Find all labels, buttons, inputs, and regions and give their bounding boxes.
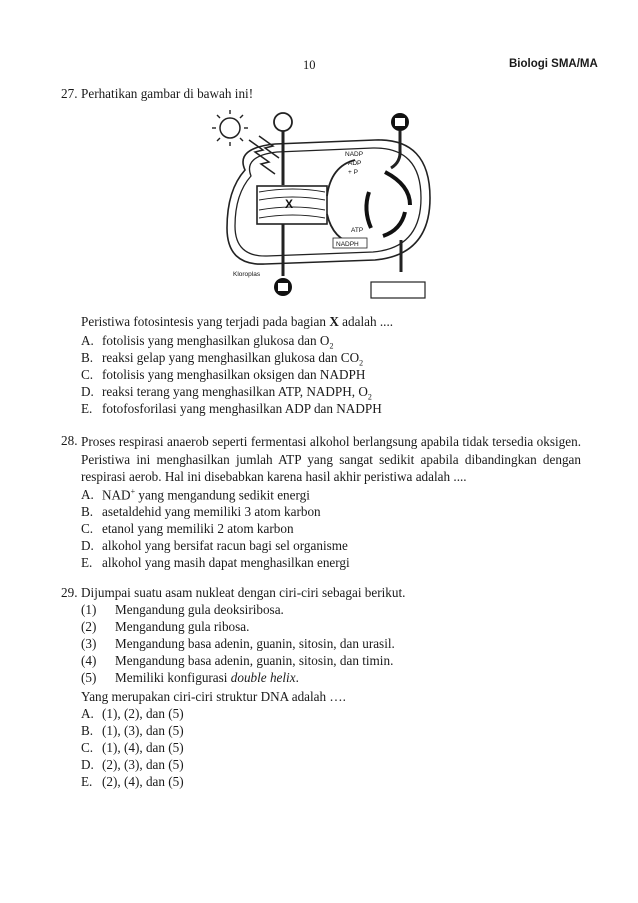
q28-option-a-letter: A.: [81, 487, 94, 502]
input-molecule-mark: [395, 118, 405, 126]
q29-item-5: [115, 670, 299, 686]
q29-option-a[interactable]: (1), (2), dan (5): [102, 706, 184, 721]
question-28-number: 28.: [61, 433, 78, 448]
q27-option-a-letter: A.: [81, 333, 94, 348]
q28-option-e[interactable]: alkohol yang masih dapat menghasilkan energi: [102, 555, 350, 570]
sun-icon: [212, 110, 248, 146]
input-molecule-circle: [274, 113, 292, 131]
question-27-number: 27.: [61, 86, 78, 101]
q27-option-d-letter: D.: [81, 384, 94, 399]
q28-option-c[interactable]: etanol yang memiliki 2 atom karbon: [102, 521, 294, 536]
q27-option-e[interactable]: [102, 401, 382, 417]
book-title: Biologi SMA/MA: [509, 58, 598, 70]
q28-option-a-text: yang mengandung sedikit energi: [135, 487, 310, 503]
q29-item-2-label: (2): [81, 619, 97, 634]
q27-option-b-text: reaksi gelap yang menghasilkan glukosa dan CO: [102, 350, 360, 365]
question-28-body: Proses respirasi anaerob seperti fermentasi alkohol berlangsung apabila tidak tersedia oksigen. Peristiwa ini menghasilkan jumlah ATP yang sangat sedikit apabila dibandingkan dengan respirasi aerob. Hal ini disebabkan karena hasil akhir peristiwa adalah ....: [81, 434, 581, 484]
calvin-cycle-arrow: [383, 212, 405, 236]
question-27-text-post: adalah ....: [338, 314, 394, 329]
nadph-label: NADPH: [336, 241, 359, 248]
q28-option-c-letter: C.: [81, 521, 94, 536]
question-27-text: [81, 314, 393, 330]
q28-option-d-letter: D.: [81, 538, 94, 553]
q27-option-d[interactable]: [102, 384, 372, 402]
q29-item-2: Mengandung gula ribosa.: [115, 619, 250, 634]
q29-option-a-letter: A.: [81, 706, 94, 721]
q27-option-d-text: reaksi terang yang menghasilkan ATP, NADPH, O: [102, 384, 368, 399]
input-arrow: [391, 131, 400, 168]
q27-option-c-letter: C.: [81, 367, 94, 382]
q28-option-b[interactable]: asetaldehid yang memiliki 3 atom karbon: [102, 504, 321, 519]
q29-option-c-letter: C.: [81, 740, 94, 755]
q28-option-a[interactable]: [102, 487, 310, 503]
question-27-text-bold: X: [329, 314, 339, 329]
q27-option-e-text: fotofosforilasi yang menghasilkan ADP dan NADPH: [102, 401, 382, 416]
q27-option-b-sub: 2: [359, 358, 364, 368]
nadp-label: NADP: [345, 151, 364, 158]
q27-option-b-letter: B.: [81, 350, 94, 365]
chloroplast-diagram: [205, 100, 435, 310]
q29-item-3: Mengandung basa adenin, guanin, sitosin, dan urasil.: [115, 636, 395, 651]
blank-answer-box: [371, 282, 425, 298]
q28-option-a-sup: +: [130, 487, 136, 496]
q29-option-e-letter: E.: [81, 774, 93, 789]
question-27-text-pre: Peristiwa fotosintesis yang terjadi pada bagian: [81, 314, 330, 329]
q29-option-c[interactable]: (1), (4), dan (5): [102, 740, 184, 755]
q29-item-5-tail: .: [295, 670, 299, 685]
q28-option-a-pre: NAD: [102, 487, 131, 503]
adp-label: ADP: [348, 160, 362, 167]
q29-option-e[interactable]: (2), (4), dan (5): [102, 774, 184, 789]
q29-item-4-label: (4): [81, 653, 97, 668]
q29-item-5-label: (5): [81, 670, 97, 685]
q27-option-c-text: fotolisis yang menghasilkan oksigen dan NADPH: [102, 367, 366, 382]
q27-option-a-text: fotolisis yang menghasilkan glukosa dan O: [102, 333, 330, 348]
q29-item-3-label: (3): [81, 636, 97, 651]
q27-option-e-letter: E.: [81, 401, 93, 416]
q27-option-b[interactable]: [102, 350, 363, 368]
pi-label: + P: [348, 169, 358, 176]
atp-label: ATP: [351, 227, 364, 234]
q29-item-5-italic: double helix: [230, 670, 296, 685]
q28-option-d[interactable]: alkohol yang bersifat racun bagi sel organisme: [102, 538, 348, 553]
q29-option-d[interactable]: (2), (3), dan (5): [102, 757, 184, 772]
calvin-cycle-arrow: [366, 192, 371, 228]
chloroplast-diagram-svg: [205, 100, 435, 310]
q28-option-e-letter: E.: [81, 555, 93, 570]
q29-item-4: Mengandung basa adenin, guanin, sitosin, dan timin.: [115, 653, 394, 668]
q29-option-b[interactable]: (1), (3), dan (5): [102, 723, 184, 738]
q28-option-b-letter: B.: [81, 504, 94, 519]
output-molecule-mark: [278, 283, 288, 291]
q27-option-a-sub: 2: [329, 341, 334, 351]
question-29-question: Yang merupakan ciri-ciri struktur DNA adalah ….: [81, 689, 346, 704]
q27-option-d-sub: 2: [367, 392, 372, 402]
q29-item-1-label: (1): [81, 602, 97, 617]
x-label: X: [285, 197, 294, 211]
page-number: 10: [303, 58, 316, 72]
q27-option-c[interactable]: [102, 367, 365, 383]
calvin-cycle-arrow: [385, 172, 410, 205]
chloroplast-caption: Kloroplas: [233, 271, 261, 278]
question-27-prompt: Perhatikan gambar di bawah ini!: [81, 86, 254, 101]
q29-item-5-text: Memiliki konfigurasi: [115, 670, 231, 685]
question-29-number: 29.: [61, 585, 78, 600]
q29-option-d-letter: D.: [81, 757, 94, 772]
q27-option-a[interactable]: [102, 333, 333, 351]
q29-item-1: Mengandung gula deoksiribosa.: [115, 602, 284, 617]
question-29-prompt: Dijumpai suatu asam nukleat dengan ciri-ciri sebagai berikut.: [81, 585, 406, 600]
q29-option-b-letter: B.: [81, 723, 94, 738]
